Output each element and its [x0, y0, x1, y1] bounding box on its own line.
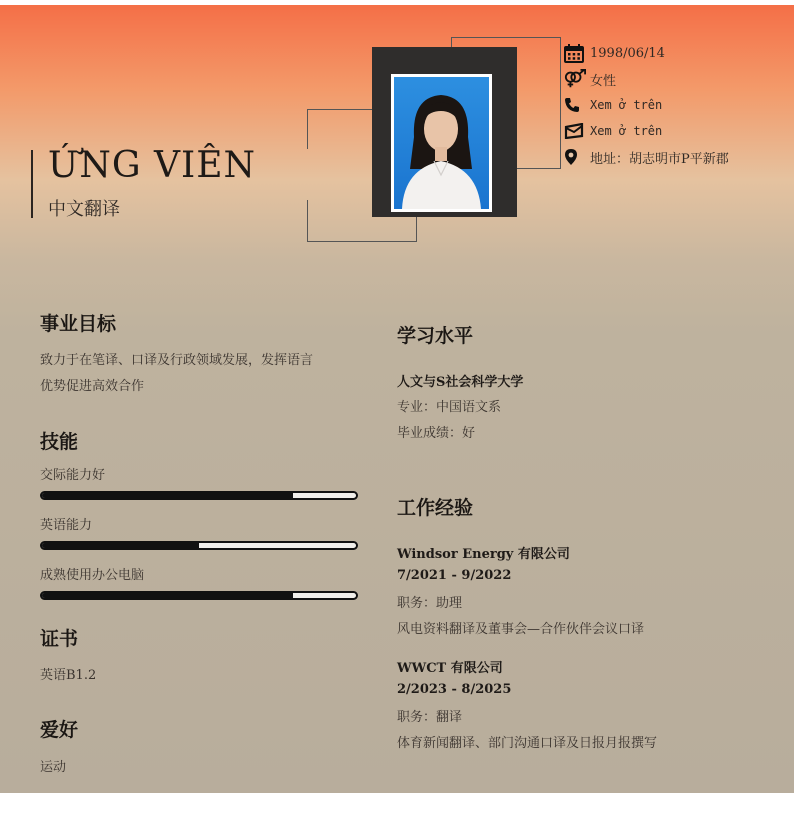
- objective-line: 致力于在笔译、口译及行政领域发展，发挥语言: [40, 353, 314, 368]
- company-name: Windsor Energy 有限公司: [397, 547, 570, 562]
- education-major: 专业：中国语文系: [397, 400, 502, 415]
- job-description: 体育新闻翻译、部门沟通口译及日报月报撰写: [397, 736, 658, 751]
- frame-line: [416, 217, 417, 242]
- education-heading: 学习水平: [397, 325, 474, 347]
- frame-line: [307, 109, 373, 110]
- name-accent-bar: [31, 150, 33, 218]
- email-row: [564, 121, 662, 141]
- job-period: 2/2023 - 8/2025: [397, 682, 512, 697]
- certificate-item: 英语B1.2: [40, 668, 97, 683]
- job-title: 中文翻译: [48, 199, 120, 220]
- frame-line: [307, 200, 308, 242]
- job-description: 风电资料翻译及董事会—合作伙伴会议口译: [397, 622, 645, 637]
- email-icon: [564, 121, 586, 141]
- gender-text: 女性: [590, 73, 617, 89]
- skill-bar-fill: [42, 543, 199, 548]
- resume-page: [0, 5, 794, 793]
- birthday-text: 1998/06/14: [590, 45, 665, 61]
- school-name: 人文与S社会科学大学: [397, 375, 524, 390]
- gender-icon: [564, 69, 586, 89]
- education-result: 毕业成绩：好: [397, 426, 476, 441]
- skill-bar-fill: [42, 493, 293, 498]
- frame-line: [307, 241, 417, 242]
- hobby-item: 运动: [40, 760, 67, 775]
- skill-bar: [40, 591, 358, 600]
- gender-row: [564, 69, 616, 89]
- birthday-row: [564, 43, 665, 63]
- calendar-icon: [564, 43, 586, 63]
- frame-line: [307, 109, 308, 149]
- job-role: 职务：助理: [397, 596, 463, 611]
- frame-line: [515, 168, 561, 169]
- phone-text: Xem ở trên: [590, 98, 663, 112]
- skill-bar: [40, 541, 358, 550]
- address-text: 地址：胡志明市P平新郡: [590, 151, 729, 167]
- candidate-name: ỨNG VIÊN: [48, 145, 257, 186]
- skill-label: 英语能力: [40, 518, 93, 533]
- company-name: WWCT 有限公司: [397, 661, 503, 676]
- phone-icon: [564, 95, 586, 115]
- experience-heading: 工作经验: [397, 497, 474, 519]
- job-role: 职务：翻译: [397, 710, 463, 725]
- skill-label: 成熟使用办公电脑: [40, 568, 145, 583]
- skill-label: 交际能力好: [40, 468, 106, 483]
- frame-line: [451, 37, 561, 38]
- skills-heading: 技能: [40, 431, 79, 453]
- email-text: Xem ở trên: [590, 124, 663, 138]
- location-pin-icon: [564, 147, 586, 167]
- objective-line: 优势促进高效合作: [40, 379, 145, 394]
- job-period: 7/2021 - 9/2022: [397, 568, 512, 583]
- frame-line: [560, 37, 561, 169]
- skill-bar-fill: [42, 593, 293, 598]
- skill-bar: [40, 491, 358, 500]
- certificates-heading: 证书: [40, 628, 79, 650]
- objective-heading: 事业目标: [40, 313, 117, 335]
- hobbies-heading: 爱好: [40, 719, 79, 741]
- profile-photo: [391, 74, 492, 212]
- phone-row: [564, 95, 662, 115]
- address-row: [564, 147, 729, 167]
